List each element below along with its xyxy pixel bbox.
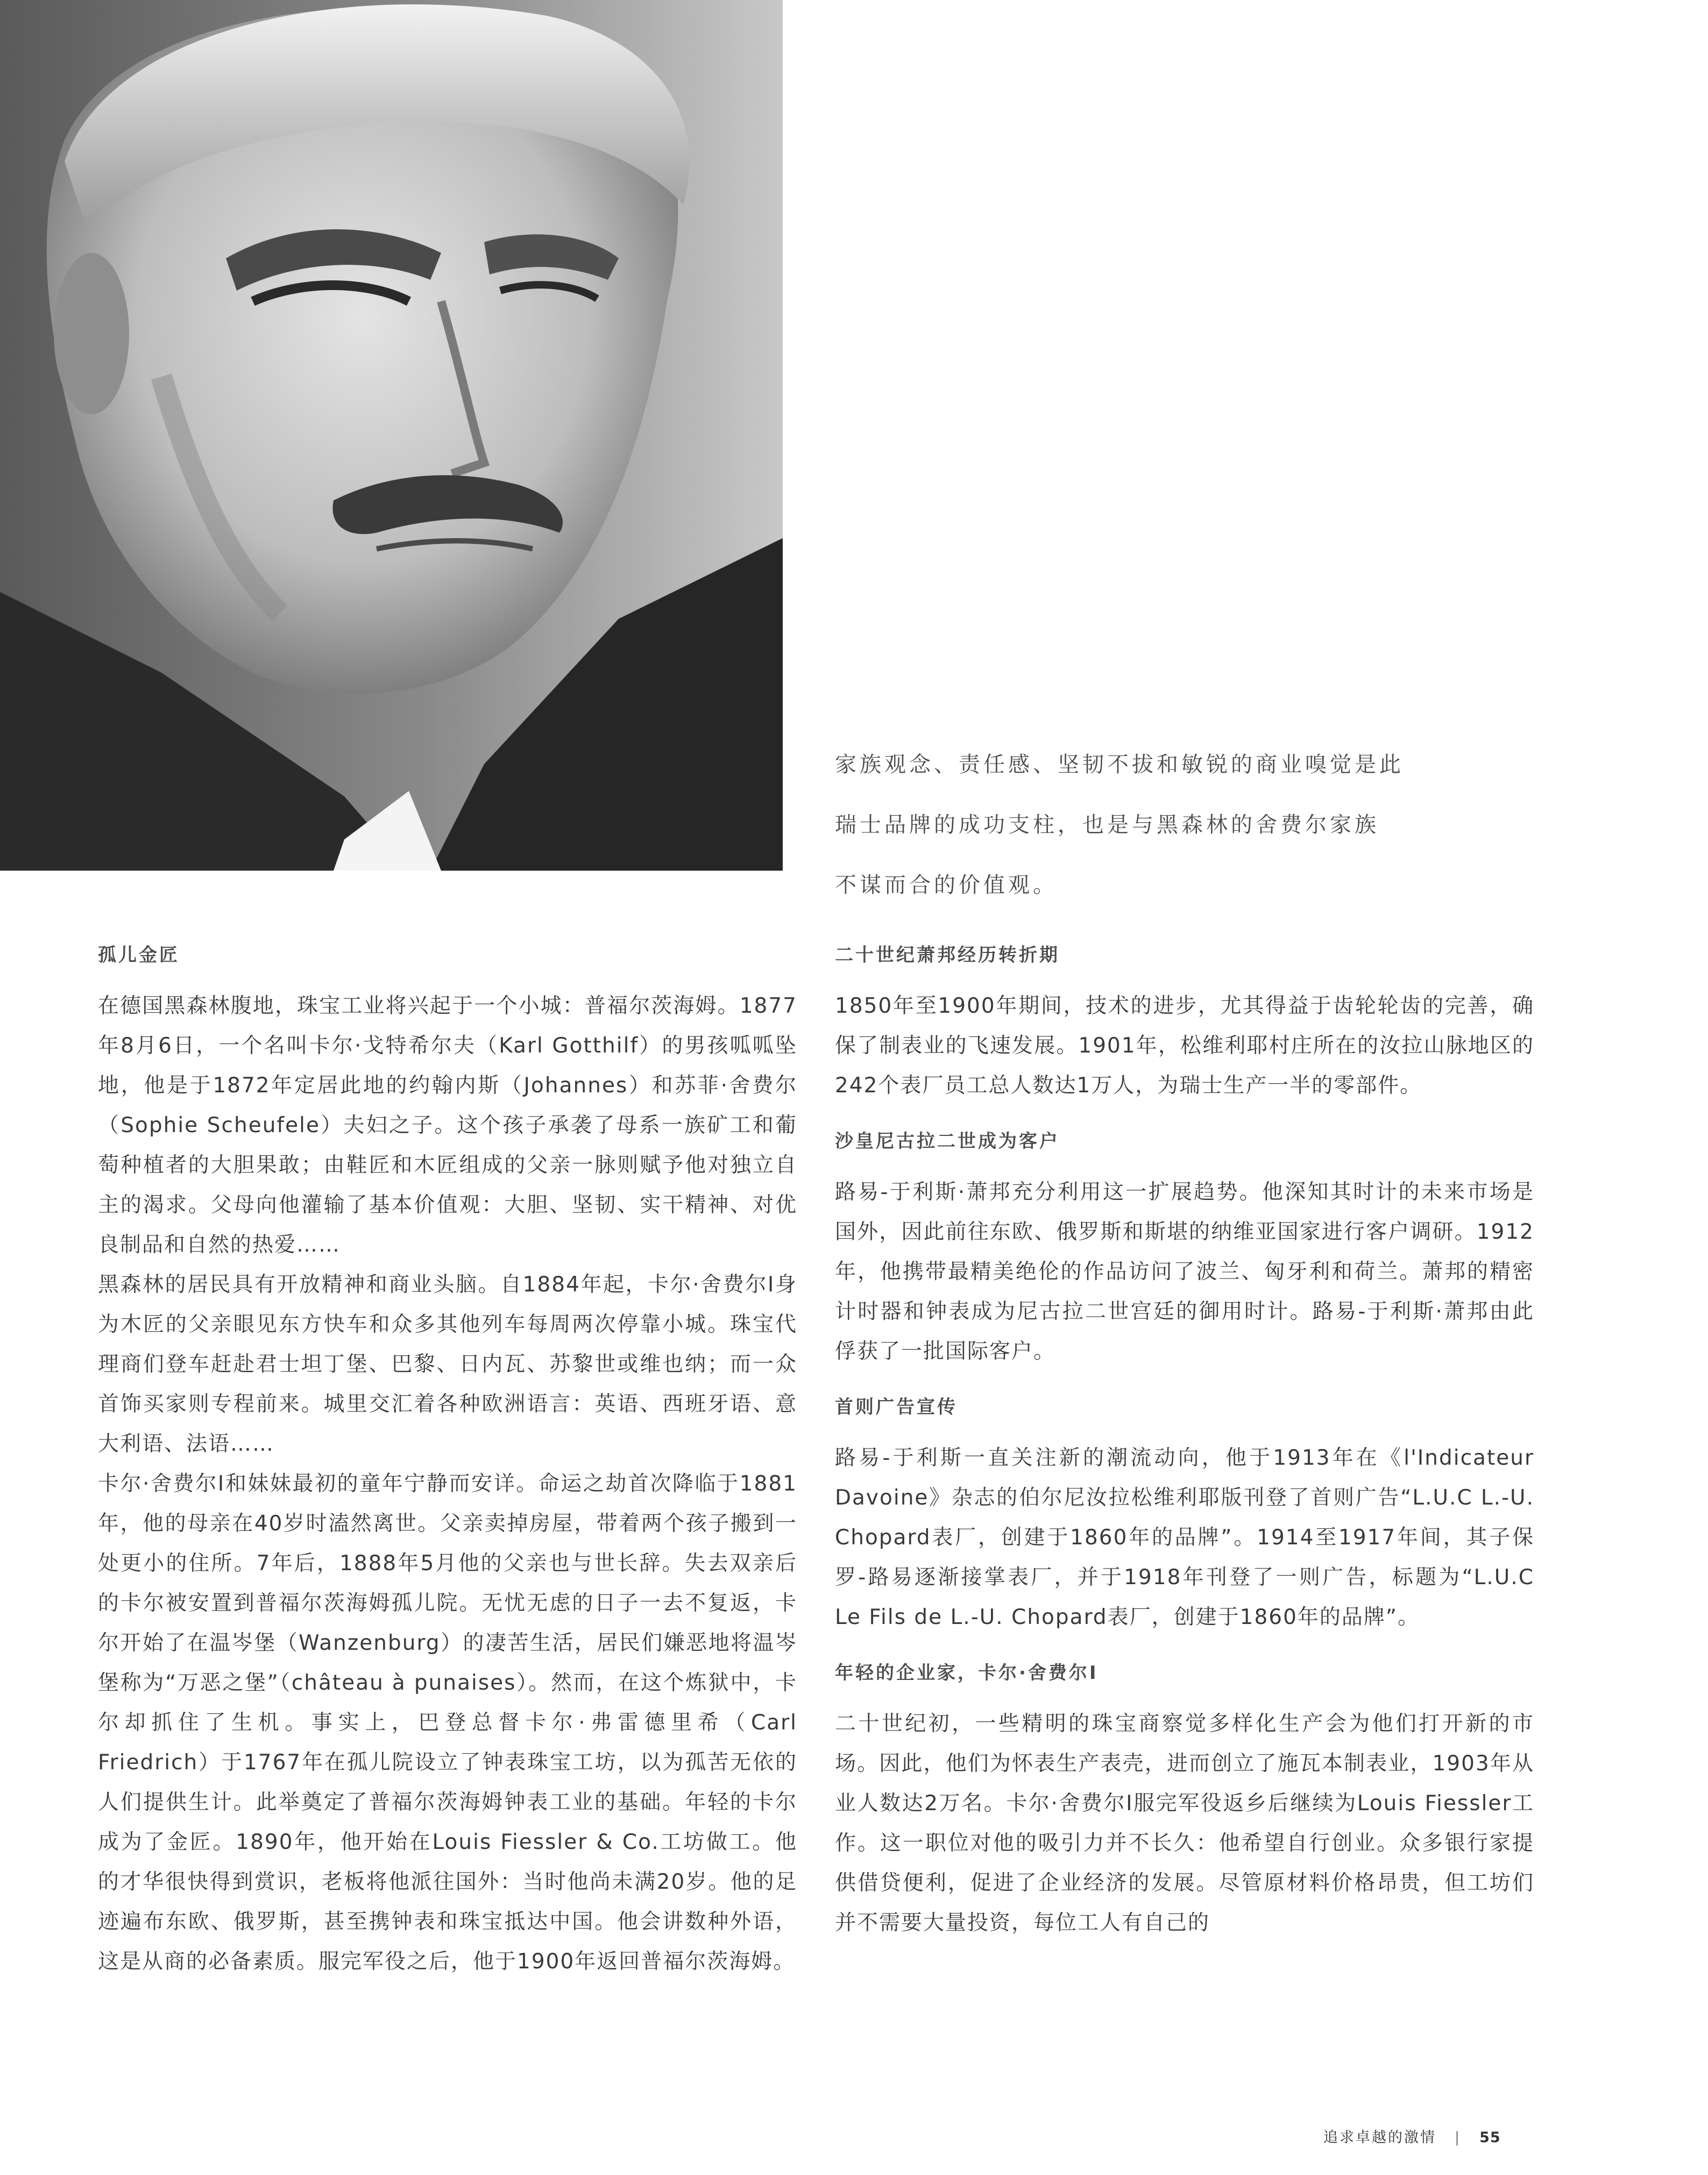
left-column [98, 939, 797, 1982]
section-heading: 年轻的企业家，卡尔·舍费尔I [835, 1662, 1098, 1684]
pull-quote [835, 735, 1534, 915]
section-heading: 首则广告宣传 [835, 1396, 958, 1418]
footer-separator: | [1455, 2129, 1462, 2146]
page-number: 55 [1479, 2129, 1501, 2146]
article-section [835, 1657, 1534, 1943]
body-paragraph: 1850年至1900年期间，技术的进步，尤其得益于齿轮轮齿的完善，确保了制表业的飞速发展。1901年，松维利耶村庄所在的汝拉山脉地区的242个表厂员工总人数达1万人，为瑞士生产一半的零部件。 [835, 994, 1534, 1098]
body-paragraph: 路易-于利斯·萧邦充分利用这一扩展趋势。他深知其时计的未来市场是国外，因此前往东欧、俄罗斯和斯堪的纳维亚国家进行客户调研。1912年，他携带最精美绝伦的作品访问了波兰、匈牙利和荷兰。萧邦的精密计时器和钟表成为尼古拉二世宫廷的御用时计。路易-于利斯·萧邦由此俘获了一批国际客户。 [835, 1180, 1534, 1364]
portrait-illustration [0, 0, 783, 871]
section-heading: 孤儿金匠 [98, 944, 180, 966]
body-paragraph: 二十世纪初，一些精明的珠宝商察觉多样化生产会为他们打开新的市场。因此，他们为怀表生产表壳，进而创立了施瓦本制表业，1903年从业人数达2万名。卡尔·舍费尔I服完军役返乡后继续为Louis Fiessler工作。这一职位对他的吸引力并不长久：他希望自行创业。众多银行家提供借贷便利，促进了企业经济的发展。尽管原材料价格昂贵，但工坊们并不需要大量投资，每位工人有自己的 [835, 1712, 1534, 1935]
quote-line: 家族观念、责任感、坚韧不拔和敏锐的商业嗅觉是此 [835, 752, 1404, 777]
quote-line: 不谋而合的价值观。 [835, 873, 1058, 898]
body-paragraph: 卡尔·舍费尔I和妹妹最初的童年宁静而安详。命运之劫首次降临于1881年，他的母亲在40岁时溘然离世。父亲卖掉房屋，带着两个孩子搬到一处更小的住所。7年后，1888年5月他的父亲也与世长辞。失去双亲后的卡尔被安置到普福尔茨海姆孤儿院。无忧无虑的日子一去不复返，卡尔开始了在温岑堡（Wanzenburg）的凄苦生活，居民们嫌恶地将温岑堡称为“万恶之堡”（château à punaises）。然而，在这个炼狱中，卡尔却抓住了生机。事实上，巴登总督卡尔·弗雷德里希（Carl Friedrich）于1767年在孤儿院设立了钟表珠宝工坊，以为孤苦无依的人们提供生计。此举奠定了普福尔茨海姆钟表工业的基础。年轻的卡尔成为了金匠。1890年，他开始在Louis Fiessler & Co.工坊做工。他的才华很快得到赏识，老板将他派往国外：当时他尚未满20岁。他的足迹遍布东欧、俄罗斯，甚至携钟表和珠宝抵达中国。他会讲数种外语，这是从商的必备素质。服完军役之后，他于1900年返回普福尔茨海姆。 [98, 1472, 797, 1974]
page-footer [1323, 2125, 1668, 2146]
running-title: 追求卓越的激情 [1323, 2129, 1436, 2146]
body-paragraph: 在德国黑森林腹地，珠宝工业将兴起于一个小城：普福尔茨海姆。1877年8月6日，一个名叫卡尔·戈特希尔夫（Karl Gotthilf）的男孩呱呱坠地，他是于1872年定居此地的约翰内斯（Johannes）和苏菲·舍费尔（Sophie Scheufele）夫妇之子。这个孩子承袭了母系一族矿工和葡萄种植者的大胆果敢；由鞋匠和木匠组成的父亲一脉则赋予他对独立自主的渴求。父母向他灌输了基本价值观：大胆、坚韧、实干精神、对优良制品和自然的热爱…… [98, 994, 797, 1257]
quote-line: 瑞士品牌的成功支柱，也是与黑森林的舍费尔家族 [835, 813, 1379, 837]
article-section [835, 939, 1534, 1106]
body-paragraph: 黑森林的居民具有开放精神和商业头脑。自1884年起，卡尔·舍费尔I身为木匠的父亲眼见东方快车和众多其他列车每周两次停靠小城。珠宝代理商们登车赶赴君士坦丁堡、巴黎、日内瓦、苏黎世或维也纳；而一众首饰买家则专程前来。城里交汇着各种欧洲语言：英语、西班牙语、意大利语、法语…… [98, 1273, 797, 1456]
portrait-photo [0, 0, 783, 871]
section-heading: 二十世纪萧邦经历转折期 [835, 944, 1060, 966]
article-section [835, 1391, 1534, 1637]
body-paragraph: 路易-于利斯一直关注新的潮流动向，他于1913年在《l'Indicateur Davoine》杂志的伯尔尼汝拉松维利耶版刊登了首则广告“L.U.C L.-U. Chopard表厂，创建于1860年的品牌”。1914至1917年间，其子保罗-路易逐渐接掌表厂，并于1918年刊登了一则广告，标题为“L.U.C Le Fils de L.-U. Chopard表厂，创建于1860年的品牌”。 [835, 1446, 1534, 1629]
article-section [835, 1125, 1534, 1372]
right-column [835, 939, 1534, 1962]
section-heading: 沙皇尼古拉二世成为客户 [835, 1131, 1060, 1152]
